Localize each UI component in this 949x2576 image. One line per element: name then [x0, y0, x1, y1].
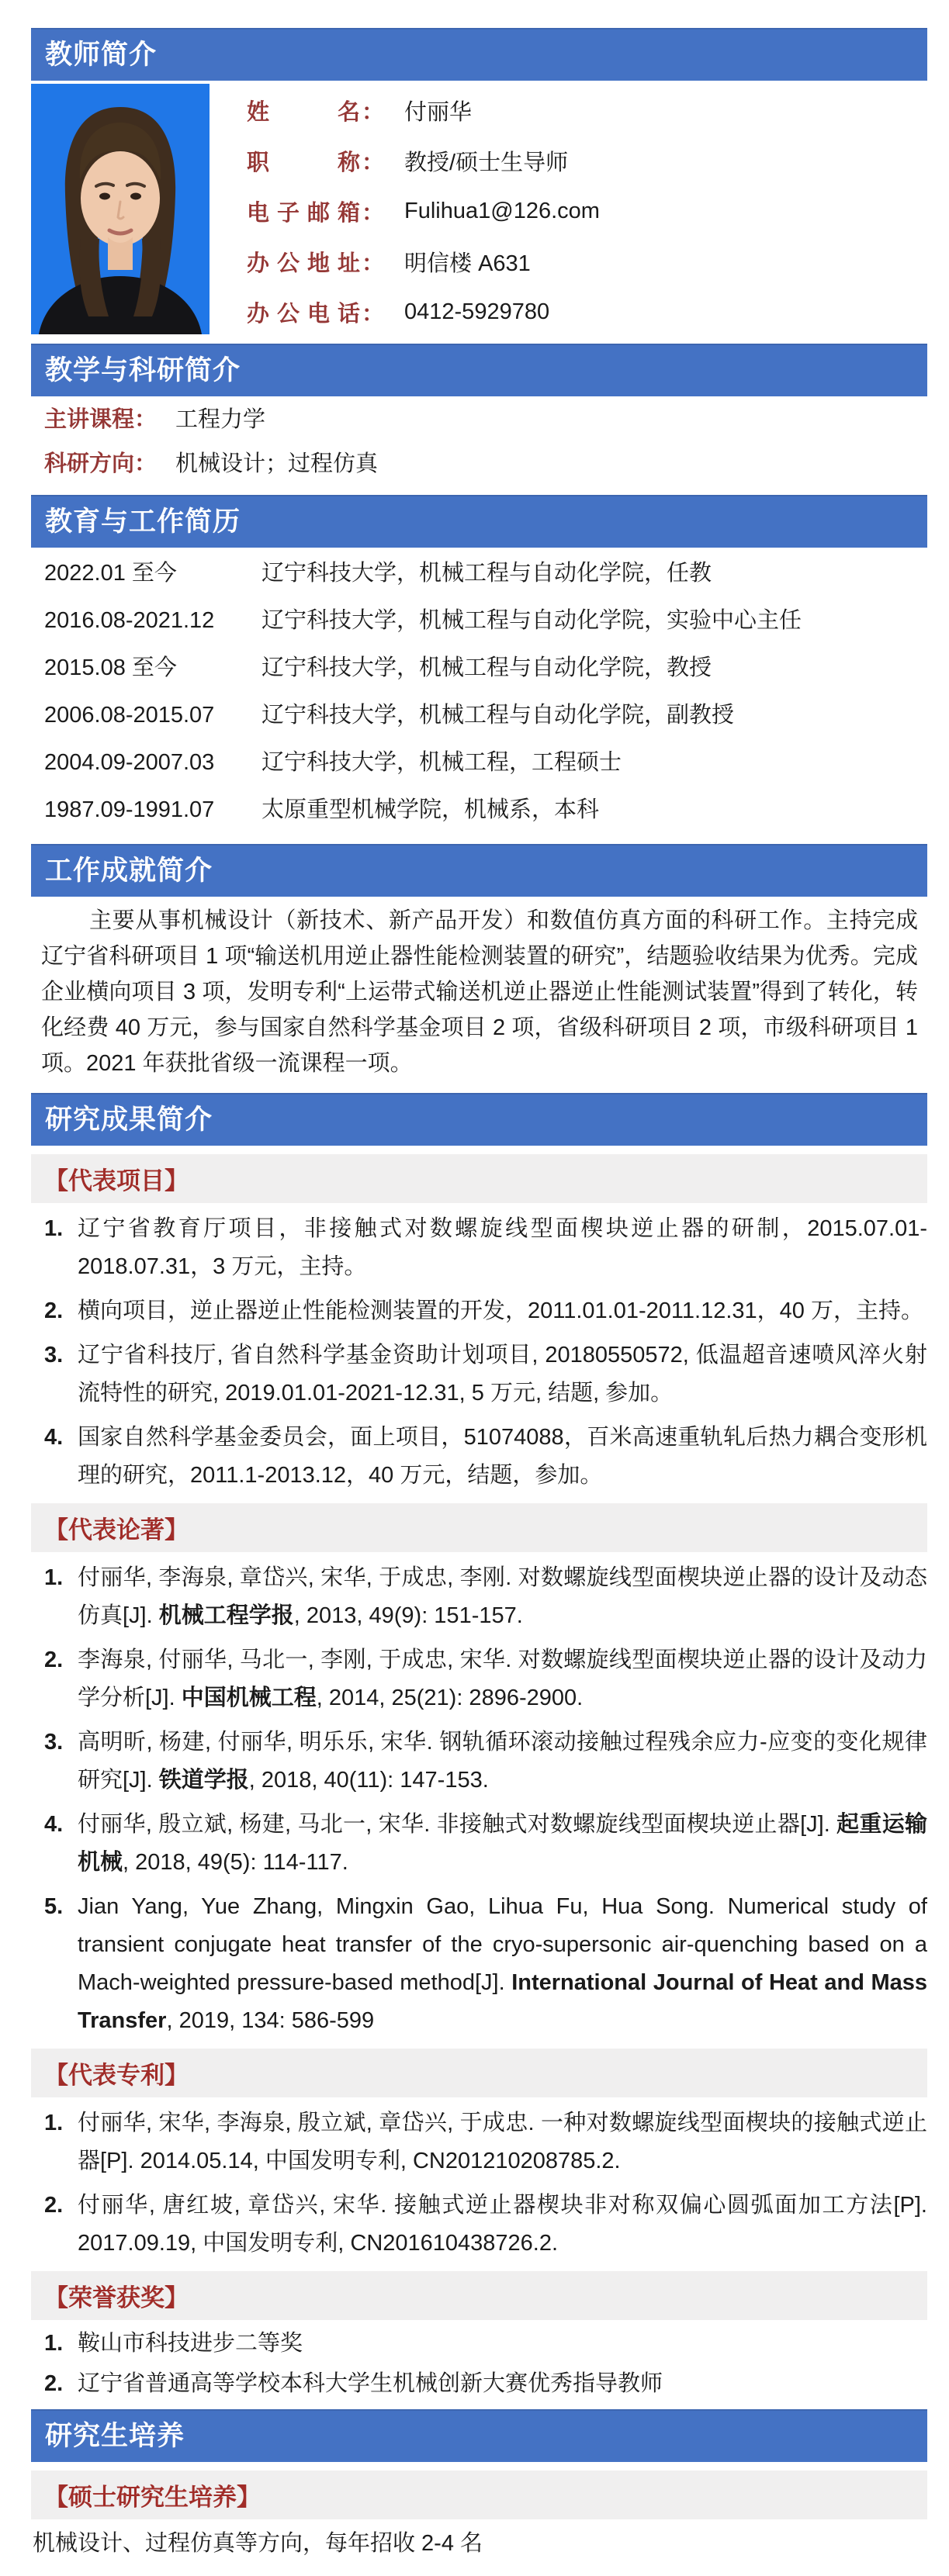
- field-label: 办公地址: [247, 251, 360, 276]
- projects-list: [44, 1210, 927, 1495]
- field-colon: ：: [362, 201, 385, 226]
- subheading-honors-awards: 【荣誉获奖】: [31, 2271, 927, 2320]
- section-bar-teacher-intro: 教师简介: [31, 28, 927, 81]
- history-period: 2015.08 至今: [44, 655, 177, 680]
- teacher-photo: [31, 84, 210, 334]
- publications-list: [44, 1559, 927, 2040]
- field-label: 姓名: [247, 100, 360, 125]
- subheading-representative-projects: 【代表项目】: [31, 1154, 927, 1203]
- publication-item: Jian Yang, Yue Zhang, Mingxin Gao, Lihua Fu, Hua Song. Numerical study of transient conjugate heat transfer of the cryo-supersonic air-quenching based on a Mach-weighted pressure-based method[J]. International Journal of Heat and Mass Transfer, 2019, 134: 586-599: [78, 1894, 927, 2033]
- history-period: 2022.01 至今: [44, 561, 177, 586]
- section-bar-graduate-training: 研究生培养: [31, 2409, 927, 2462]
- field-label: 办公电话: [247, 302, 360, 327]
- field-colon: ：: [362, 150, 385, 175]
- field-label: 职称: [247, 150, 360, 175]
- research-direction-row: [44, 451, 927, 478]
- patent-item: 付丽华, 唐红坡, 章岱兴, 宋华. 接触式逆止器楔块非对称双偏心圆弧面加工方法[P]. 2017.09.19, 中国发明专利, CN201610438726.2.: [78, 2193, 927, 2256]
- profile-fields: [210, 84, 600, 337]
- subheading-master-training: 【硕士研究生培养】: [31, 2471, 927, 2519]
- history-period: 2016.08-2021.12: [44, 608, 215, 633]
- patent-item: 付丽华, 宋华, 李海泉, 殷立斌, 章岱兴, 于成忠. 一种对数螺旋线型面楔块的接触式逆止器[P]. 2014.05.14, 中国发明专利, CN201210208785.2.: [78, 2111, 927, 2173]
- courses-row: [44, 406, 927, 434]
- profile-section: [31, 84, 927, 337]
- honor-item: 辽宁省普通高等学校本科大学生机械创新大赛优秀指导教师: [78, 2371, 663, 2396]
- research-direction-label: 科研方向：: [44, 451, 158, 476]
- history-period: 1987.09-1991.07: [44, 797, 215, 822]
- history-row: [44, 749, 927, 776]
- field-value: 0412-5929780: [404, 299, 550, 324]
- education-history-list: [31, 548, 927, 823]
- history-detail: 太原重型机械学院，机械系，本科: [261, 797, 600, 822]
- honors-list: [44, 2327, 927, 2400]
- profile-field-phone: [247, 287, 600, 337]
- history-detail: 辽宁科技大学，机械工程与自动化学院，副教授: [261, 703, 735, 728]
- history-row: [44, 797, 927, 823]
- teaching-rows: [31, 396, 927, 478]
- project-item: 辽宁省教育厅项目，非接触式对数螺旋线型面楔块逆止器的研制，2015.07.01-2018.07.31，3 万元，主持。: [78, 1216, 927, 1279]
- history-period: 2004.09-2007.03: [44, 750, 215, 775]
- profile-field-name: [247, 85, 600, 136]
- history-detail: 辽宁科技大学，机械工程，工程硕士: [261, 750, 622, 775]
- work-achievements-paragraph: 主要从事机械设计（新技术、新产品开发）和数值仿真方面的科研工作。主持完成辽宁省科研项目 1 项“输送机用逆止器性能检测装置的研究”，结题验收结果为优秀。完成企业横向项目 3 项，发明专利“上运带式输送机逆止器逆止性能测试装置”得到了转化，转化经费 40 万元，参与国家自然科学基金项目 2 项，省级科研项目 2 项，市级科研项目 1 项。2021 年获批省级一流课程一项。: [41, 908, 918, 1076]
- faculty-profile-page: [31, 28, 927, 2557]
- field-colon: ：: [362, 251, 385, 276]
- field-value: 付丽华: [404, 100, 473, 125]
- field-colon: ：: [362, 302, 385, 327]
- history-detail: 辽宁科技大学，机械工程与自动化学院，教授: [261, 655, 712, 680]
- courses-value: 工程力学: [175, 407, 266, 432]
- field-colon: ：: [362, 100, 385, 125]
- history-period: 2006.08-2015.07: [44, 703, 215, 728]
- research-direction-value: 机械设计；过程仿真: [175, 451, 379, 476]
- honor-item: 鞍山市科技进步二等奖: [78, 2331, 303, 2356]
- section-bar-teaching-research: 教学与科研简介: [31, 344, 927, 396]
- history-row: [44, 560, 927, 586]
- subheading-representative-patents: 【代表专利】: [31, 2049, 927, 2097]
- history-row: [44, 702, 927, 728]
- field-value: 明信楼 A631: [404, 251, 531, 276]
- history-detail: 辽宁科技大学，机械工程与自动化学院，任教: [261, 561, 712, 586]
- field-value: 教授/硕士生导师: [404, 150, 569, 175]
- graduate-training-note: 机械设计、过程仿真等方向，每年招收 2-4 名: [33, 2531, 483, 2556]
- subheading-representative-publications: 【代表论著】: [31, 1503, 927, 1552]
- profile-field-office: [247, 237, 600, 287]
- project-item: 国家自然科学基金委员会，面上项目，51074088，百米高速重轨轧后热力耦合变形机理的研究，2011.1-2013.12，40 万元，结题，参加。: [78, 1425, 927, 1488]
- publication-item: 付丽华, 殷立斌, 杨建, 马北一, 宋华. 非接触式对数螺旋线型面楔块逆止器[J]. 起重运输机械, 2018, 49(5): 114-117.: [78, 1812, 927, 1875]
- publication-item: 付丽华, 李海泉, 章岱兴, 宋华, 于成忠, 李刚. 对数螺旋线型面楔块逆止器的设计及动态仿真[J]. 机械工程学报, 2013, 49(9): 151-157.: [78, 1565, 927, 1628]
- section-bar-education-history: 教育与工作简历: [31, 495, 927, 548]
- history-row: [44, 655, 927, 681]
- patents-list: [44, 2104, 927, 2263]
- profile-field-title: [247, 136, 600, 186]
- profile-field-email: [247, 186, 600, 237]
- history-row: [44, 607, 927, 634]
- history-detail: 辽宁科技大学，机械工程与自动化学院，实验中心主任: [261, 608, 802, 633]
- publication-item: 高明昕, 杨建, 付丽华, 明乐乐, 宋华. 钢轨循环滚动接触过程残余应力-应变的变化规律研究[J]. 铁道学报, 2018, 40(11): 147-153.: [78, 1730, 927, 1793]
- project-item: 横向项目，逆止器逆止性能检测装置的开发，2011.01.01-2011.12.31，40 万，主持。: [78, 1298, 923, 1323]
- section-bar-work-achievements: 工作成就简介: [31, 844, 927, 897]
- courses-label: 主讲课程：: [44, 407, 158, 432]
- field-value: Fulihua1@126.com: [404, 199, 600, 223]
- field-label: 电子邮箱: [247, 201, 360, 226]
- section-bar-research-results: 研究成果简介: [31, 1093, 927, 1146]
- project-item: 辽宁省科技厅, 省自然科学基金资助计划项目, 20180550572, 低温超音速喷风淬火射流特性的研究, 2019.01.01-2021-12.31, 5 万元, 结题, 参加。: [78, 1343, 927, 1406]
- publication-item: 李海泉, 付丽华, 马北一, 李刚, 于成忠, 宋华. 对数螺旋线型面楔块逆止器的设计及动力学分析[J]. 中国机械工程, 2014, 25(21): 2896-2900.: [78, 1648, 927, 1710]
